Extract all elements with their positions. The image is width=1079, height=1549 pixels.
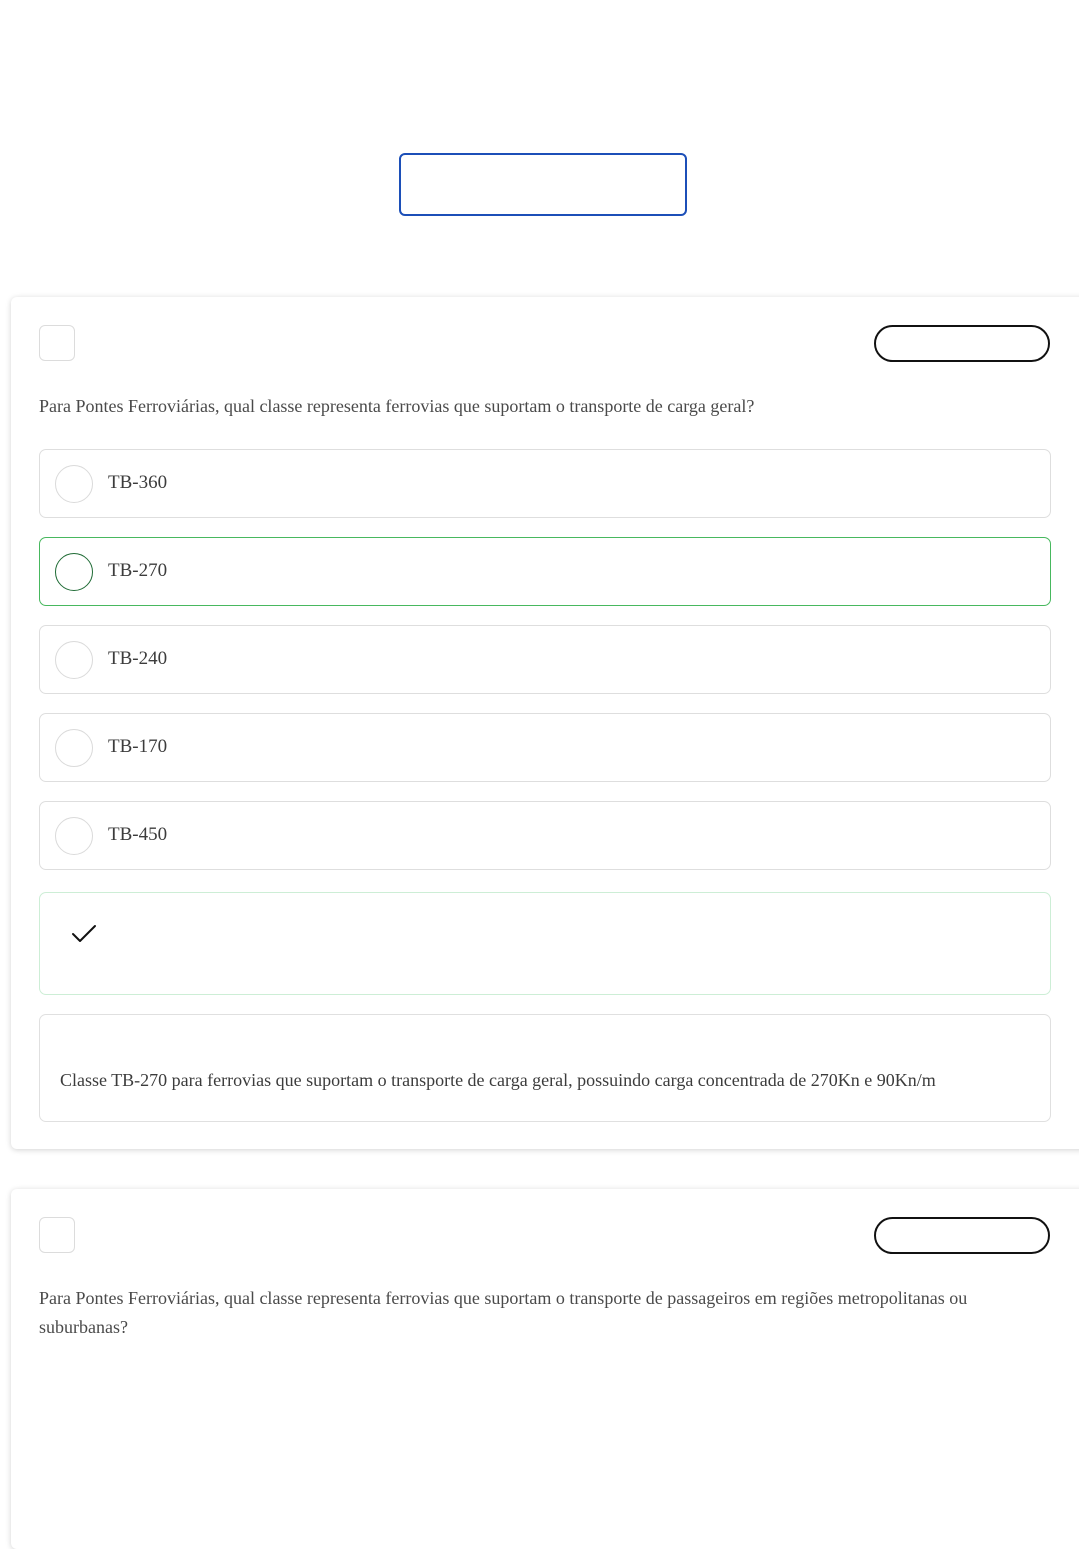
question-status-pill[interactable] xyxy=(874,1217,1050,1254)
answer-option-label: TB-360 xyxy=(108,472,168,493)
question-card xyxy=(11,1189,1079,1549)
answer-option-label: TB-450 xyxy=(108,824,168,845)
question-status-pill[interactable] xyxy=(874,325,1050,362)
radio-button[interactable] xyxy=(55,553,93,591)
question-select-checkbox[interactable] xyxy=(39,1217,75,1253)
question-text: Para Pontes Ferroviárias, qual classe representa ferrovias que suportam o transporte de passageiros em regiões metropolitanas ou suburbanas? xyxy=(39,1288,968,1337)
answer-option-label: TB-270 xyxy=(108,560,168,581)
question-text: Para Pontes Ferroviárias, qual classe representa ferrovias que suportam o transporte de carga geral? xyxy=(39,396,755,416)
answer-explanation-box xyxy=(39,1014,1051,1122)
answer-option-correct[interactable] xyxy=(39,537,1051,606)
answer-options xyxy=(39,449,1051,889)
question-select-checkbox[interactable] xyxy=(39,325,75,361)
explanation-text: Classe TB-270 para ferrovias que suportam o transporte de carga geral, possuindo carga concentrada de 270Kn e 90Kn/m xyxy=(60,1070,936,1090)
answer-option[interactable] xyxy=(39,625,1051,694)
radio-button[interactable] xyxy=(55,729,93,767)
answer-option-label: TB-170 xyxy=(108,736,168,757)
radio-button[interactable] xyxy=(55,465,93,503)
answer-option[interactable] xyxy=(39,801,1051,870)
radio-button[interactable] xyxy=(55,817,93,855)
answer-option-label: TB-240 xyxy=(108,648,168,669)
top-action-button[interactable] xyxy=(399,153,687,216)
question-card xyxy=(11,297,1079,1149)
answer-option[interactable] xyxy=(39,713,1051,782)
radio-button[interactable] xyxy=(55,641,93,679)
check-icon xyxy=(71,923,97,945)
answer-option[interactable] xyxy=(39,449,1051,518)
answer-feedback-box xyxy=(39,892,1051,995)
